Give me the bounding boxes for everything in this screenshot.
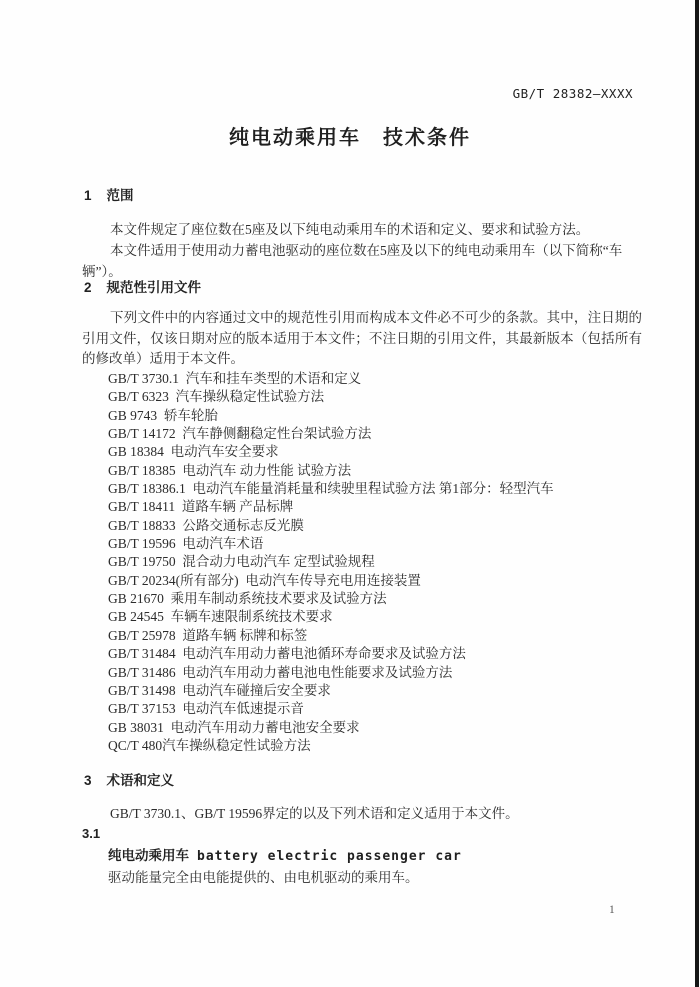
- reference-item: GB/T 31498 电动汽车碰撞后安全要求: [108, 682, 331, 698]
- document-title: 纯电动乘用车 技术条件: [229, 127, 471, 149]
- term-name-en: battery electric passenger car: [197, 849, 462, 864]
- section-3-title: 术语和定义: [106, 773, 175, 788]
- reference-item: GB/T 31484 电动汽车用动力蓄电池循环寿命要求及试验方法: [108, 646, 466, 662]
- reference-item: GB 21670 乘用车制动系统技术要求及试验方法: [108, 591, 387, 607]
- reference-item: GB 24545 车辆车速限制系统技术要求: [108, 609, 333, 625]
- reference-item: GB/T 6323 汽车操纵稳定性试验方法: [108, 389, 325, 405]
- section-3-number: 3: [84, 773, 92, 788]
- section-2-title: 规范性引用文件: [106, 280, 202, 295]
- reference-item: QC/T 480汽车操纵稳定性试验方法: [108, 737, 311, 753]
- scope-paragraph: 本文件适用于使用动力蓄电池驱动的座位数在5座及以下的纯电动乘用车（以下简称“车辆”）。: [82, 243, 623, 279]
- reference-item: GB 9743 轿车轮胎: [108, 407, 218, 423]
- standard-code: GB/T 28382—XXXX: [512, 86, 633, 101]
- reference-item: GB/T 18386.1 电动汽车能量消耗量和续驶里程试验方法 第1部分：轻型汽车: [108, 481, 554, 497]
- reference-item: GB/T 3730.1 汽车和挂车类型的术语和定义: [108, 371, 362, 386]
- section-2-number: 2: [84, 280, 92, 295]
- term-number: 3.1: [82, 826, 101, 841]
- reference-item: GB/T 20234(所有部分) 电动汽车传导充电用连接装置: [108, 572, 421, 588]
- term-line: [108, 844, 462, 864]
- references-list: [108, 370, 648, 755]
- section-1-heading: [84, 184, 134, 204]
- reference-item: GB 38031 电动汽车用动力蓄电池安全要求: [108, 719, 360, 735]
- scope-paragraph: 本文件规定了座位数在5座及以下纯电动乘用车的术语和定义、要求和试验方法。: [110, 222, 590, 237]
- terms-intro: GB/T 3730.1、GB/T 19596界定的以及下列术语和定义适用于本文件。: [110, 806, 519, 821]
- normative-references-intro: 下列文件中的内容通过文中的规范性引用而构成本文件必不可少的条款。其中，注日期的引用文件，仅该日期对应的版本适用于本文件；不注日期的引用文件，其最新版本（包括所有的修改单）适用于本文件。: [82, 310, 642, 366]
- reference-item: GB/T 18385 电动汽车 动力性能 试验方法: [108, 462, 352, 478]
- reference-item: GB/T 19596 电动汽车术语: [108, 536, 264, 552]
- section-2-heading: [84, 276, 201, 296]
- reference-item: GB/T 18411 道路车辆 产品标牌: [108, 499, 294, 515]
- term-name-zh: 纯电动乘用车: [108, 848, 189, 863]
- reference-item: GB/T 25978 道路车辆 标牌和标签: [108, 627, 308, 643]
- term-definition: 驱动能量完全由电能提供的、由电机驱动的乘用车。: [108, 870, 419, 885]
- section-3-heading: [84, 769, 174, 789]
- reference-item: GB/T 18833 公路交通标志反光膜: [108, 517, 304, 533]
- reference-item: GB/T 31486 电动汽车用动力蓄电池电性能要求及试验方法: [108, 664, 453, 680]
- section-1-number: 1: [84, 188, 92, 203]
- reference-item: GB 18384 电动汽车安全要求: [108, 444, 279, 460]
- reference-item: GB/T 37153 电动汽车低速提示音: [108, 701, 304, 717]
- reference-item: GB/T 14172 汽车静侧翻稳定性台架试验方法: [108, 426, 372, 442]
- section-1-title: 范围: [106, 188, 134, 203]
- scope-paragraphs: [82, 219, 644, 282]
- page-number: 1: [609, 904, 615, 916]
- reference-item: GB/T 19750 混合动力电动汽车 定型试验规程: [108, 554, 375, 570]
